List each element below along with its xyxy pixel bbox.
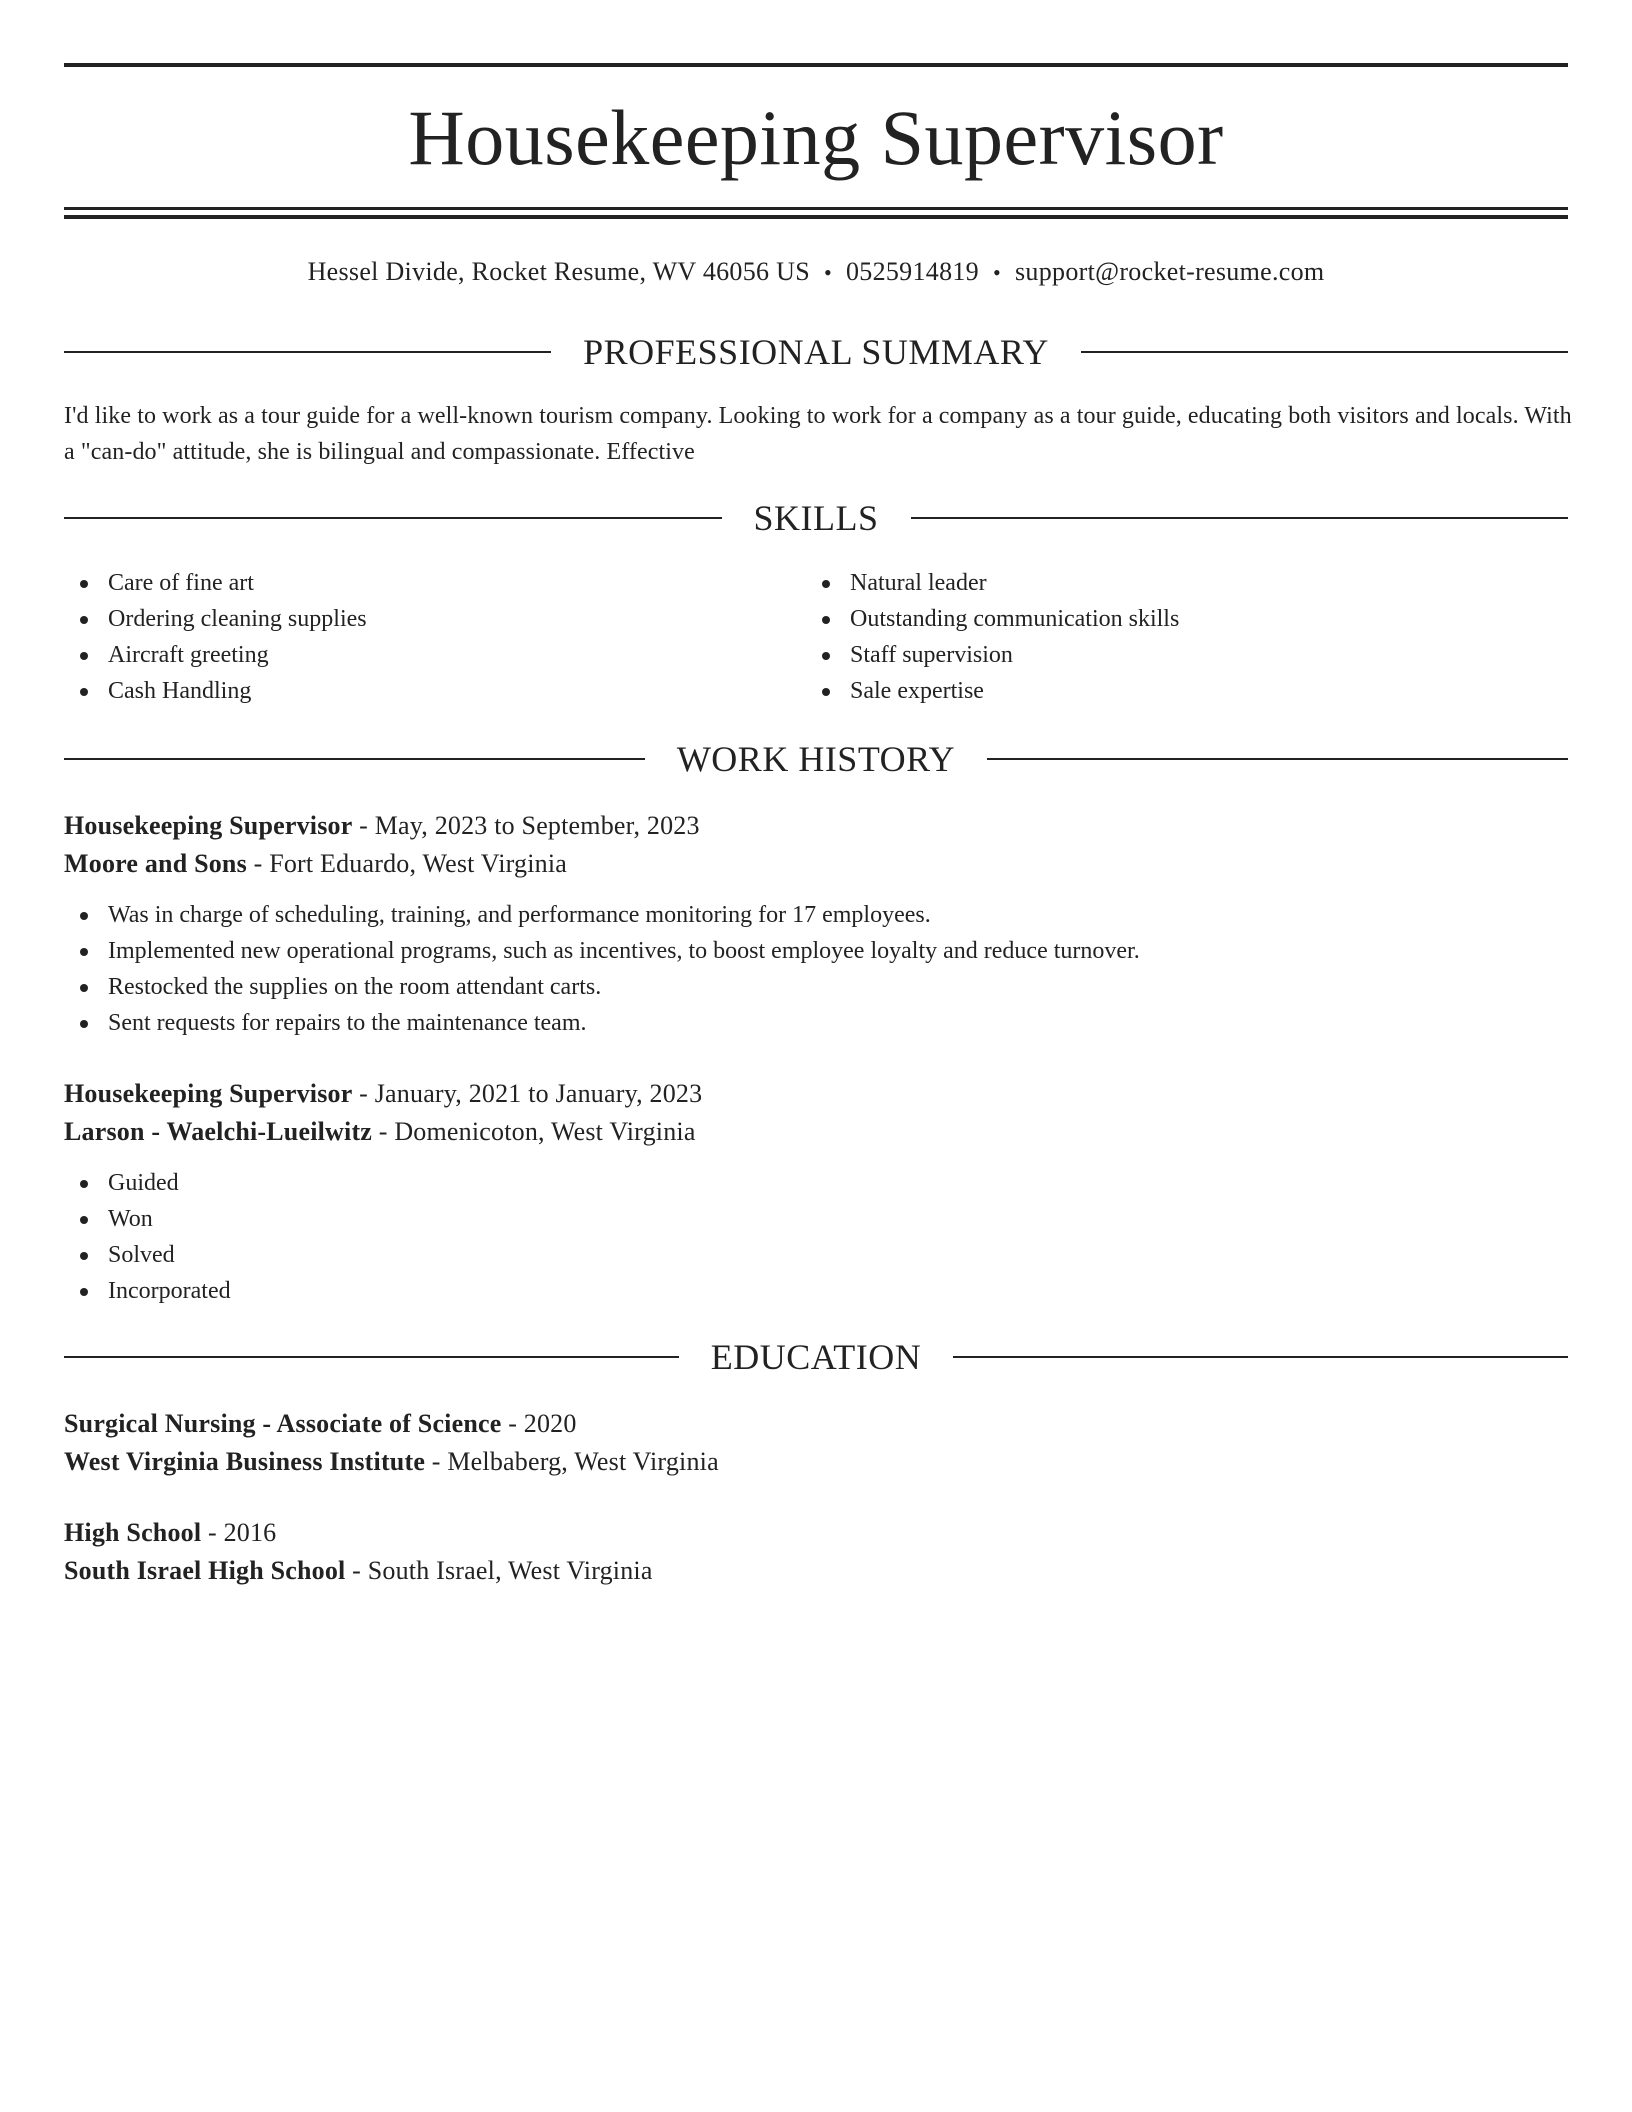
job-title: Housekeeping Supervisor xyxy=(64,811,353,840)
skills-section-heading xyxy=(64,496,1568,540)
job-duty: Solved xyxy=(64,1237,1568,1273)
education-school-row xyxy=(64,1443,1568,1481)
job-duty: Was in charge of scheduling, training, and performance monitoring for 17 employees. xyxy=(64,897,1568,933)
dash: - xyxy=(352,811,375,840)
summary-heading-label: PROFESSIONAL SUMMARY xyxy=(583,332,1049,372)
skill-item: Sale expertise xyxy=(806,673,1566,709)
job-duty: Restocked the supplies on the room attendant carts. xyxy=(64,969,1568,1005)
skill-item: Ordering cleaning supplies xyxy=(64,601,784,637)
dash: - xyxy=(352,1079,375,1108)
job-duty: Won xyxy=(64,1201,1568,1237)
heading-rule-right xyxy=(911,517,1569,519)
education-degree: High School xyxy=(64,1518,202,1547)
contact-line xyxy=(64,252,1568,293)
heading-rule-right xyxy=(953,1356,1568,1358)
skills-heading-label: SKILLS xyxy=(753,498,879,538)
job-company-row xyxy=(64,845,1568,883)
job-duty: Incorporated xyxy=(64,1273,1568,1309)
heading-rule-left xyxy=(64,517,722,519)
job-location: Fort Eduardo, West Virginia xyxy=(269,849,568,878)
summary-section-heading xyxy=(64,330,1568,374)
resume-title: Housekeeping Supervisor xyxy=(408,94,1224,181)
job-entry xyxy=(64,1075,1568,1309)
skill-item: Staff supervision xyxy=(806,637,1566,673)
job-company: Larson - Waelchi-Lueilwitz xyxy=(64,1117,373,1146)
dash: - xyxy=(425,1447,448,1476)
skill-item: Natural leader xyxy=(806,565,1566,601)
skill-item: Aircraft greeting xyxy=(64,637,784,673)
work-section-heading xyxy=(64,737,1568,781)
job-company: Moore and Sons xyxy=(64,849,247,878)
education-section-heading xyxy=(64,1335,1568,1379)
education-location: South Israel, West Virginia xyxy=(367,1556,653,1585)
heading-rule-right xyxy=(987,758,1568,760)
header-double-rule xyxy=(64,207,1568,219)
job-dates: January, 2021 to January, 2023 xyxy=(374,1079,703,1108)
skill-item: Cash Handling xyxy=(64,673,784,709)
contact-phone: 0525914819 xyxy=(845,257,979,286)
skills-list-left xyxy=(64,565,784,709)
job-dates: May, 2023 to September, 2023 xyxy=(374,811,700,840)
summary-text: I'd like to work as a tour guide for a well-known tourism company. Looking to work for a company as a tour guide, educating both visitors and locals. With a "can-do" attitude, she is bilingual and compassionate. Effective xyxy=(64,403,1572,465)
work-heading-label: WORK HISTORY xyxy=(676,739,956,779)
contact-address: Hessel Divide, Rocket Resume, WV 46056 US xyxy=(307,257,810,286)
education-location: Melbaberg, West Virginia xyxy=(447,1447,719,1476)
education-school-row xyxy=(64,1552,1568,1590)
education-degree-row xyxy=(64,1405,1568,1443)
heading-rule-left xyxy=(64,758,645,760)
job-duties-list xyxy=(64,1165,1568,1309)
job-entry xyxy=(64,807,1568,1041)
job-location: Domenicoton, West Virginia xyxy=(394,1117,696,1146)
dash: - xyxy=(246,849,270,878)
job-duty: Guided xyxy=(64,1165,1568,1201)
job-company-row xyxy=(64,1113,1568,1151)
education-year: 2016 xyxy=(223,1518,277,1547)
heading-rule-left xyxy=(64,351,551,353)
job-title-row xyxy=(64,1075,1568,1113)
contact-separator: • xyxy=(992,260,1001,285)
education-year: 2020 xyxy=(523,1409,577,1438)
job-duty: Sent requests for repairs to the maintenance team. xyxy=(64,1005,1568,1041)
job-title-row xyxy=(64,807,1568,845)
education-degree: Surgical Nursing - Associate of Science xyxy=(64,1409,502,1438)
contact-separator: • xyxy=(823,260,832,285)
dash: - xyxy=(501,1409,524,1438)
header-top-rule xyxy=(64,63,1568,67)
education-degree-row xyxy=(64,1514,1568,1552)
skill-item: Care of fine art xyxy=(64,565,784,601)
dash: - xyxy=(345,1556,368,1585)
job-duties-list xyxy=(64,897,1568,1041)
skills-list-right xyxy=(806,565,1566,709)
education-entry xyxy=(64,1405,1568,1481)
job-duty: Implemented new operational programs, such as incentives, to boost employee loyalty and reduce turnover. xyxy=(64,933,1568,969)
heading-rule-left xyxy=(64,1356,679,1358)
heading-rule-right xyxy=(1081,351,1568,353)
job-title: Housekeeping Supervisor xyxy=(64,1079,353,1108)
dash: - xyxy=(372,1117,395,1146)
education-school: South Israel High School xyxy=(64,1556,346,1585)
education-heading-label: EDUCATION xyxy=(710,1337,922,1377)
contact-email: support@rocket-resume.com xyxy=(1015,257,1325,286)
skill-item: Outstanding communication skills xyxy=(806,601,1566,637)
education-school: West Virginia Business Institute xyxy=(64,1447,426,1476)
dash: - xyxy=(201,1518,224,1547)
education-entry xyxy=(64,1514,1568,1590)
